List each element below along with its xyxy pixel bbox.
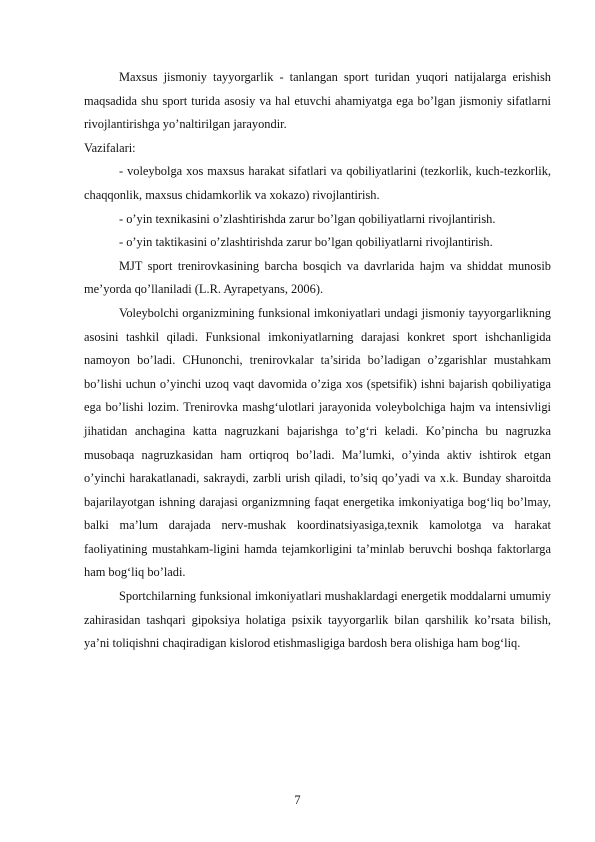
paragraph-functional-capabilities: Voleybolchi organizmining funksional imkoniyatlari undagi jismoniy tayyorgarlikning asosini tashkil qiladi. Funksional imkoniyatlarning darajasi konkret sport ishchanligida namoyon bo’ladi. CHunonchi, trenirovkalar ta’sirida bo’ladigan o’zgarishlar mustahkam bo’lishi uchun o’yinchi uzoq vaqt davomida o’ziga xos (spetsifik) ishni bajarish qobiliyatiga ega bo’lishi lozim. Trenirovka mashg‘ulotlari jarayonida voleybolchiga hajm va intensivligi jihatidan anchagina katta nagruzkani bajarishga to’g‘ri keladi. Ko’pincha bu nagruzka musobaqa nagruzkasidan ham ortiqroq bo’ladi. Ma’lumki, o’yinda aktiv ishtirok etgan o’yinchi harakatlanadi, sakraydi, zarbli urish qiladi, to’siq qo’yadi va x.k. Bunday sharoitda bajarilayotgan ishning darajasi organizmning faqat energetika imkoniyatiga bog‘liq bo’lmay, balki ma’lum darajada nerv-mushak koordinatsiyasiga,texnik kamolotga va harakat faoliyatining mustahkam-ligini hamda tejamkorligini ta’minlab beruvchi boshqa faktorlarga ham bog‘liq bo’ladi. — [84, 305, 551, 580]
paragraph-sportsmen-capabilities: Sportchilarning funksional imkoniyatlari mushaklardagi energetik moddalarni umumiy zahirasidan tashqari gipoksiya holatiga psixik tayyorgarlik bilan qarshilik ko’rsata bilish, ya’ni toliqishni chaqiradigan kislorod etishmasligiga bardosh bera olishiga ham bog‘liq. — [84, 589, 551, 651]
paragraph-task-1: - voleybolga xos maxsus harakat sifatlari va qobiliyatlarini (tezkorlik, kuch-tezkorlik, chaqqonlik, maxsus chidamkorlik va xokazo) rivojlantirish. — [84, 164, 551, 202]
paragraph-task-3: - o’yin taktikasini o’zlashtirishda zarur bo’lgan qobiliyatlarni rivojlantirish. — [119, 235, 493, 250]
paragraph-mjt: MJT sport trenirovkasining barcha bosqich va davrlarida hajm va shiddat munosib me’yorda qo’llaniladi (L.R. Ayrapetyans, 2006). — [84, 258, 551, 297]
document-body — [84, 66, 551, 656]
paragraph-task-2: - o’yin texnikasini o’zlashtirishda zarur bo’lgan qobiliyatlarni rivojlantirish. — [119, 211, 496, 226]
paragraph-tasks-heading: Vazifalari: — [84, 140, 136, 155]
page-number: 7 — [294, 793, 301, 807]
paragraph-definition: Maxsus jismoniy tayyorgarlik - tanlangan sport turidan yuqori natijalarga erishish maqsadida shu sport turida asosiy va hal etuvchi ahamiyatga ega bo’lgan jismoniy sifatlarni rivojlantirishga yo’naltirilgan jarayondir. — [84, 70, 551, 132]
